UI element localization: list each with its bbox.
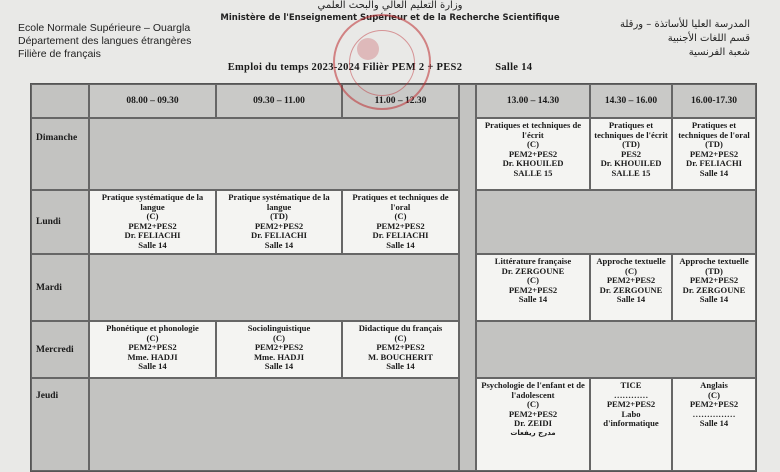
course-line: Pratiques et techniques de l'écrit (484, 120, 582, 140)
course-line: SALLE 15 (513, 167, 553, 178)
course-line: PEM2+PES2 (689, 148, 739, 159)
course-line: Salle 14 (386, 361, 415, 372)
course-line: Pratiques et techniques de l'oral (352, 192, 449, 212)
course-line: Pratiques et techniques de l'écrit (594, 120, 668, 140)
department-name: Département des langues étrangères (18, 35, 192, 47)
course-line: Mme. HADJI (253, 351, 305, 362)
course-line: PEM2+PES2 (254, 220, 304, 231)
course-line: (C) (394, 332, 407, 343)
institution-header-right (550, 18, 750, 60)
time-slot-1600: 16.00-17.30 (672, 84, 756, 118)
course-mardi-1300 (476, 254, 590, 321)
course-line: PEM2+PES2 (689, 399, 739, 410)
course-line: Pratique systématique de la langue (101, 192, 204, 212)
empty-slot (476, 190, 756, 254)
course-line: (TD) (622, 139, 640, 150)
course-line: Dr. FELIACHI (372, 230, 429, 241)
course-line: Dr. ZEIDI (514, 418, 552, 429)
course-line: Dr. ZERGOUNE (599, 284, 663, 295)
time-slot-0800: 08.00 – 09.30 (89, 84, 216, 118)
day-jeudi: Jeudi (31, 378, 89, 471)
course-line: Dr. KHOUILED (502, 158, 564, 169)
course-line: Salle 14 (264, 361, 294, 372)
course-line: Salle 14 (699, 294, 729, 305)
course-line: (C) (394, 211, 407, 222)
official-stamp (333, 14, 431, 110)
course-line: Salle 14 (138, 361, 167, 372)
course-line: (C) (273, 332, 285, 343)
timetable (30, 83, 757, 472)
course-line: Littérature française (494, 256, 572, 266)
course-line: مدرج ريفعات (510, 428, 556, 437)
course-line: PEM2+PES2 (254, 342, 304, 353)
course-line: PEM2+PES2 (508, 284, 558, 295)
course-lundi-0800 (89, 190, 216, 254)
institution-header-left (18, 22, 191, 61)
course-line: PEM2+PES2 (606, 399, 656, 410)
course-line: Salle 14 (386, 239, 415, 250)
course-line: Dr. FELIACHI (685, 158, 743, 169)
course-mercredi-1100 (342, 321, 459, 378)
program-name: Filière de français (18, 48, 101, 60)
course-line: Labo (621, 408, 641, 419)
course-line: (TD) (705, 139, 723, 150)
school-name-arabic: المدرسة العليا للأساتذة – ورقلة (620, 19, 750, 30)
course-line: d'informatique (603, 418, 659, 429)
course-line: PEM2+PES2 (606, 275, 656, 286)
time-slot-1300: 13.00 – 14.30 (476, 84, 590, 118)
course-line: PEM2+PES2 (128, 220, 177, 231)
course-dimanche-1600 (672, 118, 756, 190)
course-jeudi-1600 (672, 378, 756, 471)
course-mardi-1430 (590, 254, 672, 321)
course-line: (C) (527, 399, 539, 410)
course-line: TICE (620, 380, 642, 390)
course-line: (C) (527, 275, 539, 286)
ministry-french: Ministère de l'Enseignement Supérieur et de la Recherche Scientifique (220, 13, 560, 23)
time-slot-1100: 11.00 – 12.30 (342, 84, 459, 118)
day-lundi: Lundi (31, 190, 89, 254)
course-line: (C) (625, 265, 637, 276)
course-line: PEM2+PES2 (376, 220, 425, 231)
course-dimanche-1300 (476, 118, 590, 190)
course-line: Pratique systématique de la langue (228, 192, 330, 212)
course-line: Sociolinguistique (247, 323, 311, 333)
course-line: (TD) (270, 211, 288, 222)
empty-slot (89, 378, 459, 471)
course-mardi-1600 (672, 254, 756, 321)
course-line: …………… (692, 408, 736, 419)
course-line: Phonétique et phonologie (106, 323, 199, 333)
course-line: (C) (527, 139, 539, 150)
course-line: (TD) (705, 265, 723, 276)
time-slot-1430: 14.30 – 16.00 (590, 84, 672, 118)
course-line: Anglais (700, 380, 728, 390)
course-line: Didactique du français (358, 323, 443, 333)
ministry-arabic: وزارة التعليم العالي والبحث العلمي (317, 0, 463, 11)
course-line: Salle 14 (699, 167, 729, 178)
course-line: Psychologie de l'enfant et de l'adolescent (481, 380, 585, 400)
empty-slot (89, 118, 459, 190)
course-line: Dr. ZERGOUNE (682, 284, 746, 295)
course-jeudi-1430 (590, 378, 672, 471)
empty-slot (89, 254, 459, 321)
school-name: Ecole Normale Supérieure – Ouargla (18, 22, 191, 34)
course-line: Salle 14 (138, 239, 167, 250)
course-line: Approche textuelle (596, 256, 666, 266)
course-line: Salle 14 (616, 294, 646, 305)
course-line: SALLE 15 (611, 167, 651, 178)
course-line: ………… (613, 389, 649, 400)
course-line: Approche textuelle (679, 256, 749, 266)
break-column (459, 84, 476, 471)
program-name-arabic: شعبة الفرنسية (688, 47, 750, 58)
course-line: PES2 (620, 148, 642, 159)
course-line: (C) (146, 211, 159, 222)
stamp-inner-ring (349, 30, 415, 96)
course-line: PEM2+PES2 (128, 342, 177, 353)
course-line: Dr. ZERGOUNE (501, 265, 565, 276)
title-room: Salle 14 (495, 62, 533, 73)
course-line: Salle 14 (699, 418, 729, 429)
corner-cell (31, 84, 89, 118)
course-line: Mme. HADJI (127, 351, 178, 362)
course-line: PEM2+PES2 (689, 275, 739, 286)
course-line: Salle 14 (518, 294, 548, 305)
course-line: PEM2+PES2 (376, 342, 425, 353)
course-line: PEM2+PES2 (508, 148, 558, 159)
course-line: PEM2+PES2 (508, 408, 558, 419)
course-mercredi-0800 (89, 321, 216, 378)
course-lundi-0930 (216, 190, 342, 254)
stamp-emblem-icon (357, 38, 379, 60)
course-line: M. BOUCHERIT (368, 351, 433, 362)
course-line: Dr. FELIACHI (250, 230, 308, 241)
empty-slot (476, 321, 756, 378)
course-line: Dr. KHOUILED (600, 158, 662, 169)
course-line: Salle 14 (264, 239, 294, 250)
day-mardi: Mardi (31, 254, 89, 321)
title-text: Emploi du temps 2023-2024 Filièr PEM 2 + PES2 (227, 62, 463, 73)
course-jeudi-1300 (476, 378, 590, 471)
course-line: (C) (146, 332, 159, 343)
day-mercredi: Mercredi (31, 321, 89, 378)
course-lundi-1100 (342, 190, 459, 254)
course-line: Pratiques et techniques de l'oral (678, 120, 750, 140)
time-slot-0930: 09.30 – 11.00 (216, 84, 342, 118)
department-name-arabic: قسم اللغات الأجنبية (667, 33, 750, 44)
day-dimanche: Dimanche (31, 118, 89, 190)
course-dimanche-1430 (590, 118, 672, 190)
course-line: (C) (708, 389, 720, 400)
course-line: Dr. FELIACHI (124, 230, 181, 241)
course-mercredi-0930 (216, 321, 342, 378)
